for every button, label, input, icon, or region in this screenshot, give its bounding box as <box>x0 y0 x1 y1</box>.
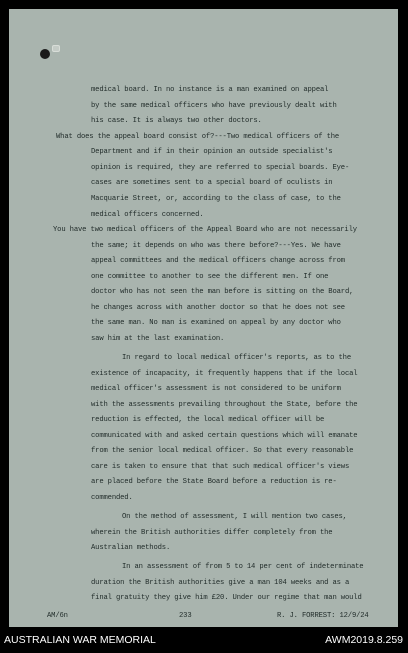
text-line: commended. <box>91 494 133 502</box>
text-line: are placed before the State Board before a reduction is re- <box>91 478 337 486</box>
text-line: opinion is required, they are referred to special boards. Eye- <box>91 164 350 172</box>
text-line: one committee to another to see the different men. If one <box>91 273 329 281</box>
text-line: Australian methods. <box>91 544 171 552</box>
text-line: reduction is effected, the local medical officer will be <box>91 416 325 424</box>
text-line: Macquarie Street, or, according to the class of case, to the <box>91 195 341 203</box>
text-line: he changes across with another doctor so that he does not see <box>91 304 345 312</box>
text-line: doctor who has not seen the man before is sitting on the Board, <box>91 288 354 296</box>
text-line: In regard to local medical officer's reports, as to the <box>122 354 351 362</box>
text-line: saw him at the last examination. <box>91 335 225 343</box>
text-line: In an assessment of from 5 to 14 per cent of indeterminate <box>122 563 364 571</box>
text-line: his case. It is always two other doctors. <box>91 117 262 125</box>
archive-bar <box>0 627 408 653</box>
footer-signature: R. J. FORREST: 12/9/24 <box>277 612 369 620</box>
text-line: with the assessments prevailing throughout the State, before the <box>91 401 358 409</box>
text-line: What does the appeal board consist of?---Two medical officers of the <box>56 133 340 141</box>
page-number: 233 <box>179 612 192 620</box>
text-line: existence of incapacity, it frequently happens that if the local <box>91 370 358 378</box>
text-line: from the senior local medical officer. So that every reasonable <box>91 447 354 455</box>
punch-hole <box>40 49 50 59</box>
document-page <box>9 9 398 627</box>
text-line: appeal committees and the medical officers change across from <box>91 257 345 265</box>
text-line: duration the British authorities give a man 104 weeks and as a <box>91 579 350 587</box>
institution-name: AUSTRALIAN WAR MEMORIAL <box>4 634 156 646</box>
text-line: medical board. In no instance is a man examined on appeal <box>91 86 329 94</box>
text-line: final gratuity they give him £20. Under our regime that man would <box>91 594 362 602</box>
text-line: communicated with and asked certain questions which will emanate <box>91 432 358 440</box>
text-line: medical officers concerned. <box>91 211 204 219</box>
text-line: medical officer's assessment is not considered to be uniform <box>91 385 341 393</box>
text-line: by the same medical officers who have previously dealt with <box>91 102 337 110</box>
text-line: the same; it depends on who was there before?---Yes. We have <box>91 242 341 250</box>
text-line: care is taken to ensure that that such medical officer's views <box>91 463 350 471</box>
text-line: the same man. No man is examined on appeal by any doctor who <box>91 319 341 327</box>
text-line: Department and if in their opinion an outside specialist's <box>91 148 333 156</box>
text-line: wherein the British authorities differ completely from the <box>91 529 333 537</box>
footer-reference: AM/6n <box>47 612 68 620</box>
text-line: On the method of assessment, I will mention two cases, <box>122 513 347 521</box>
text-line: cases are sometimes sent to a special board of oculists in <box>91 179 333 187</box>
archive-reference: AWM2019.8.259 <box>325 634 403 646</box>
punch-hole-reinforcement <box>52 45 60 52</box>
text-line: You have two medical officers of the Appeal Board who are not necessarily <box>53 226 357 234</box>
